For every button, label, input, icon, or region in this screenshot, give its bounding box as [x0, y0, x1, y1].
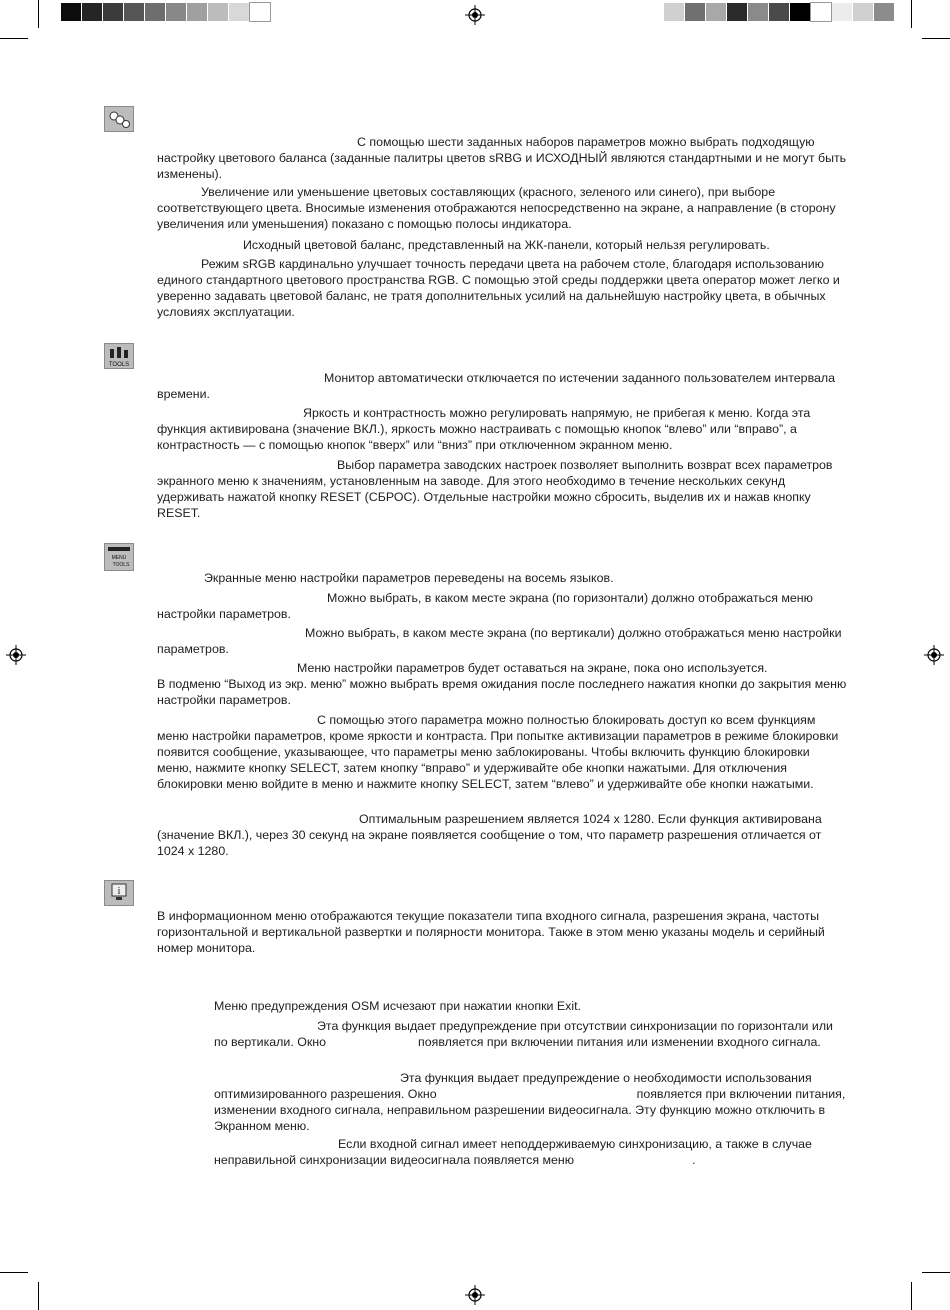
color-presets-text: С помощью шести заданных наборов параметров можно выбрать подходящую настройку цветового баланса (заданные палитры цветов sRBG и ИСХОДНЫЙ являются стандартными и не могут быть изменены).: [157, 135, 847, 181]
no-sync-text-b: появляется при включении питания или изменении входного сигнала.: [418, 1035, 821, 1049]
hot-key-text: Яркость и контрастность можно регулировать напрямую, не прибегая к меню. Когда эта функция активирована (значение ВКЛ.), яркость можно настраивать с помощью кнопок “влево” или “вправо”, а контрастность — с помощью кнопок “вверх” или “вниз” при отключенном экранном меню.: [157, 406, 811, 452]
color-swatch: [166, 3, 186, 21]
crop-mark: [911, 1282, 912, 1310]
menu-tools-icon: [104, 543, 134, 571]
crop-mark: [38, 1282, 39, 1310]
svg-text:TOOLS: TOOLS: [108, 362, 130, 368]
color-swatch: [706, 3, 726, 21]
out-of-range-text: [214, 1136, 846, 1168]
crop-mark: [0, 1272, 28, 1273]
osm-lockout-text: С помощью этого параметра можно полностью блокировать доступ ко всем функциям меню настройки параметров, кроме яркости и контраста. При попытке активизации параметров в режиме блокировки появится сообщение, указывающее, что параметры меню заблокированы. Чтобы включить функцию блокировки меню, нажмите кнопку SELECT, затем кнопку “вправо” и удерживайте обе кнопки нажатыми. Для отключения блокировки меню войдите в меню и нажмите кнопку SELECT, затем “влево” и удерживайте обе кнопки нажатыми.: [157, 713, 839, 791]
color-balance-icon: [104, 106, 134, 132]
color-swatch: [187, 3, 207, 21]
registration-mark-icon: [6, 645, 26, 665]
color-swatch: [250, 3, 270, 21]
color-swatch: [208, 3, 228, 21]
resolution-warning-text-b: появляется при включении питания, изменении входного сигнала, неправильном разрешении видеосигнала. Эту функцию можно отключить в Экранном меню.: [214, 1087, 846, 1133]
color-swatch: [811, 3, 831, 21]
color-swatch: [145, 3, 165, 21]
color-swatch: [874, 3, 894, 21]
color-swatch: [124, 3, 144, 21]
crop-mark: [38, 0, 39, 28]
svg-text:MENU: MENU: [111, 555, 127, 561]
factory-preset-text: Выбор параметра заводских настроек позволяет выполнить возврат всех параметров экранного меню к значениям, установленным на заводе. Для этого необходимо в течение нескольких секунд удерживать нажатой кнопку RESET (СБРОС). Отдельные настройки можно сбросить, выделив их и нажав кнопку RESET.: [157, 458, 833, 520]
color-adjust-text: Увеличение или уменьшение цветовых составляющих (красного, зеленого или синего), при выборе соответствующего цвета. Вносимые изменения отображаются непосредственно на экране, а направление (в сторону увеличения или уменьшения) показано с помощью полосы индикатора.: [157, 185, 836, 231]
color-swatch: [61, 3, 81, 21]
no-sync-text: [214, 1018, 846, 1050]
monitor-info-text: В информационном меню отображаются текущие показатели типа входного сигнала, разрешения экрана, частоты горизонтальной и вертикальной развертки и полярности монитора. Также в этом меню указаны модель и серийный номер монитора.: [157, 909, 825, 955]
osm-down-up-text: Можно выбрать, в каком месте экрана (по вертикали) должно отображаться меню настройки параметров.: [157, 626, 842, 656]
color-swatch: [685, 3, 705, 21]
language-text: Экранные меню настройки параметров переведены на восемь языков.: [204, 571, 614, 585]
information-icon: [104, 880, 134, 906]
color-swatch: [229, 3, 249, 21]
crop-mark: [922, 1272, 950, 1273]
out-of-range-text-a: Если входной сигнал имеет неподдерживаемую синхронизацию, а также в случае неправильной синхронизации видеосигнала появляется меню: [214, 1137, 812, 1167]
color-swatch: [790, 3, 810, 21]
resolution-notifier-text: Оптимальным разрешением является 1024 x 1280. Если функция активирована (значение ВКЛ.), через 30 секунд на экране появляется сообщение о том, что параметр разрешения отличается от 1024 x 1280.: [157, 812, 822, 858]
color-swatch: [853, 3, 873, 21]
color-swatch: [82, 3, 102, 21]
color-swatch: [103, 3, 123, 21]
osm-warning-text: Меню предупреждения OSM исчезают при нажатии кнопки Exit.: [214, 999, 581, 1013]
srgb-text: Режим sRGB кардинально улучшает точность передачи цвета на рабочем столе, благодаря использованию единого стандартного цветового пространства RGB. С помощью этой среды поддержки цвета оператор может легко и уверенно задавать цветовой баланс, не тратя дополнительных усилий на дальнейшую настройку цвета, в обычных условиях эксплуатации.: [157, 257, 840, 319]
colorbar-left: [61, 3, 285, 21]
color-swatch: [769, 3, 789, 21]
svg-text:i: i: [117, 886, 121, 897]
out-of-range-text-b: .: [692, 1153, 696, 1167]
osm-left-right-text: Можно выбрать, в каком месте экрана (по горизонтали) должно отображаться меню настройки параметров.: [157, 591, 813, 621]
osm-turn-off-text: Меню настройки параметров будет оставаться на экране, пока оно используется.: [297, 661, 768, 675]
registration-mark-icon: [924, 645, 944, 665]
color-swatch: [748, 3, 768, 21]
color-swatch: [664, 3, 684, 21]
color-swatch: [727, 3, 747, 21]
no-sync-text-a: Эта функция выдает предупреждение при отсутствии синхронизации по горизонтали или по вертикали. Окно: [214, 1019, 833, 1049]
off-timer-text: Монитор автоматически отключается по истечении заданного пользователем интервала времени.: [157, 371, 836, 401]
osm-turn-off-text-2: В подменю “Выход из экр. меню” можно выбрать время ожидания после последнего нажатия кнопки до закрытия меню настройки параметров.: [157, 677, 847, 707]
crop-mark: [0, 38, 28, 39]
resolution-notifier-warning-text: [214, 1070, 846, 1134]
registration-mark-icon: [465, 1285, 485, 1305]
native-color-text: Исходный цветовой баланс, представленный на ЖК-панели, который нельзя регулировать.: [243, 238, 770, 252]
svg-text:TOOLS: TOOLS: [112, 562, 130, 568]
crop-mark: [922, 38, 950, 39]
crop-mark: [911, 0, 912, 28]
resolution-warning-text-a: Эта функция выдает предупреждение о необходимости использования оптимизированного разрешения. Окно: [214, 1071, 812, 1101]
colorbar-right: [664, 3, 888, 21]
registration-mark-icon: [465, 5, 485, 25]
color-swatch: [832, 3, 852, 21]
tools-icon: [104, 343, 134, 369]
